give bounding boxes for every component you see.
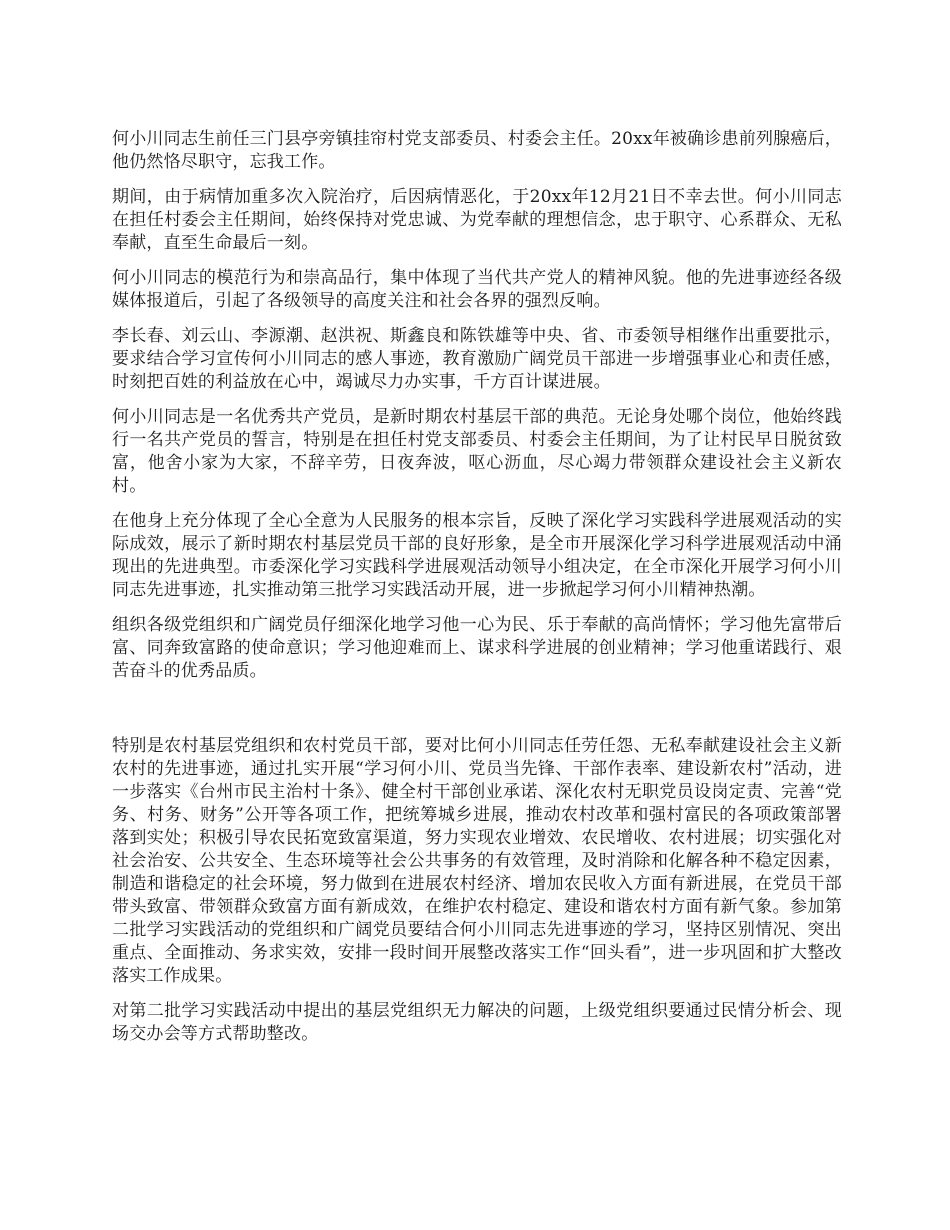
paragraph-4: 李长春、刘云山、李源潮、赵洪祝、斯鑫良和陈铁雄等中央、省、市委领导相继作出重要批示，要求结合学习宣传何小川同志的感人事迹，教育激励广阔党员干部进一步增强事业心和责任感，时刻把百姓的利益放在心中，竭诚尽力办实事，千方百计谋进展。 <box>112 326 842 392</box>
paragraph-5: 何小川同志是一名优秀共产党员，是新时期农村基层干部的典范。无论身处哪个岗位，他始终践行一名共产党员的誓言，特别是在担任村党支部委员、村委会主任期间，为了让村民早日脱贫致富，他舍小家为大家，不辞辛劳，日夜奔波，呕心沥血，尽心竭力带领群众建设社会主义新农村。 <box>112 407 842 496</box>
paragraph-1: 何小川同志生前任三门县亭旁镇挂帘村党支部委员、村委会主任。20xx年被确诊患前列腺癌后，他仍然恪尽职守，忘我工作。 <box>112 129 842 172</box>
paragraph-9: 对第二批学习实践活动中提出的基层党组织无力解决的问题，上级党组织要通过民情分析会、现场交办会等方式帮助整改。 <box>112 1001 842 1044</box>
document-body <box>112 128 842 1058</box>
section-gap <box>112 695 842 735</box>
paragraph-7: 组织各级党组织和广阔党员仔细深化地学习他一心为民、乐于奉献的高尚情怀；学习他先富带后富、同奔致富路的使命意识；学习他迎难而上、谋求科学进展的创业精神；学习他重诺践行、艰苦奋斗的优秀品质。 <box>112 615 842 681</box>
paragraph-6: 在他身上充分体现了全心全意为人民服务的根本宗旨，反映了深化学习实践科学进展观活动的实际成效，展示了新时期农村基层党员干部的良好形象，是全市开展深化学习科学进展观活动中涌现出的先进典型。市委深化学习实践科学进展观活动领导小组决定，在全市深化开展学习何小川同志先进事迹，扎实推动第三批学习实践活动开展，进一步掀起学习何小川精神热潮。 <box>112 511 842 600</box>
paragraph-8: 特别是农村基层党组织和农村党员干部，要对比何小川同志任劳任怨、无私奉献建设社会主义新农村的先进事迹，通过扎实开展“学习何小川、党员当先锋、干部作表率、建设新农村”活动，进一步落实《台州市民主治村十条》、健全村干部创业承诺、深化农村无职党员设岗定责、完善“党务、村务、财务”公开等各项工作，把统筹城乡进展，推动农村改革和强村富民的各项政策部署落到实处；积极引导农民拓宽致富渠道，努力实现农业增效、农民增收、农村进展；切实强化对社会治安、公共安全、生态环境等社会公共事务的有效管理，及时消除和化解各种不稳定因素，制造和谐稳定的社会环境，努力做到在进展农村经济、增加农民收入方面有新进展，在党员干部带头致富、带领群众致富方面有新成效，在维护农村稳定、建设和谐农村方面有新气象。参加第二批学习实践活动的党组织和广阔党员要结合何小川同志先进事迹的学习，坚持区别情况、突出重点、全面推动、务求实效，安排一段时间开展整改落实工作“回头看”，进一步巩固和扩大整改落实工作成果。 <box>112 736 842 986</box>
paragraph-3: 何小川同志的模范行为和崇高品行，集中体现了当代共产党人的精神风貌。他的先进事迹经各级媒体报道后，引起了各级领导的高度关注和社会各界的强烈反响。 <box>112 268 842 311</box>
paragraph-2: 期间，由于病情加重多次入院治疗，后因病情恶化，于20xx年12月21日不幸去世。何小川同志在担任村委会主任期间，始终保持对党忠诚、为党奉献的理想信念，忠于职守、心系群众、无私奉献，直至生命最后一刻。 <box>112 187 842 253</box>
